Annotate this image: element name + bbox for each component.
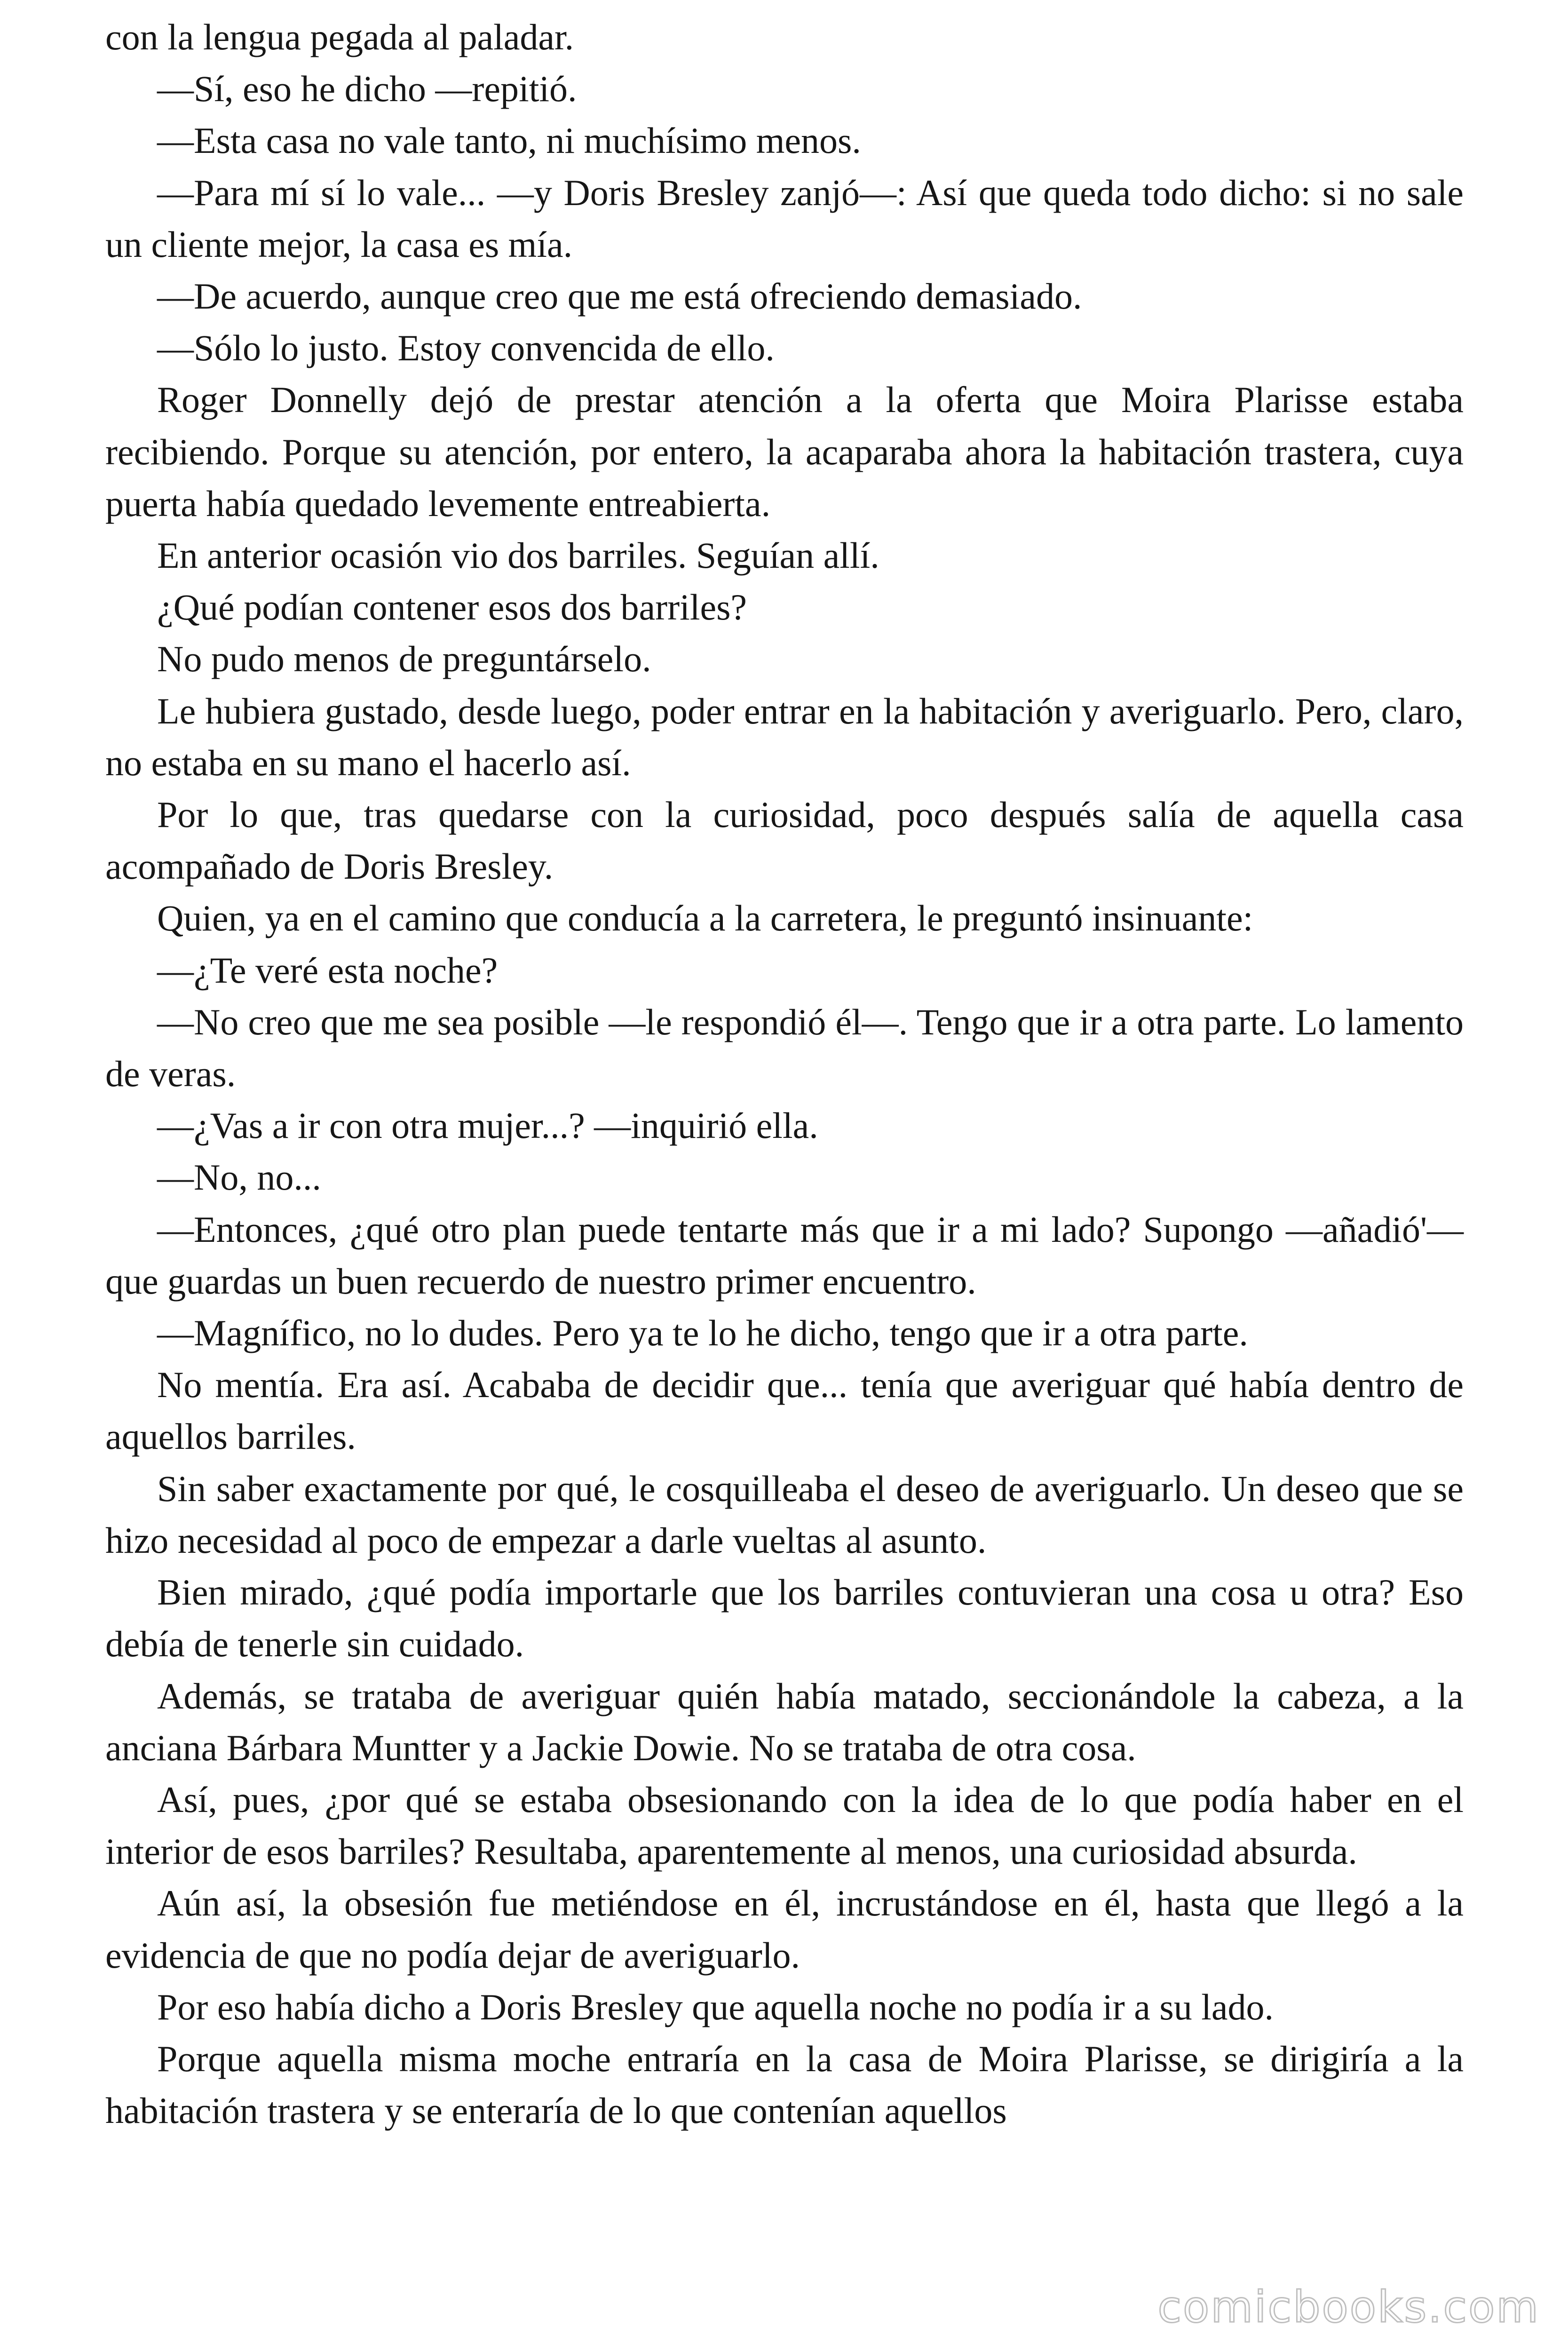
paragraph: —Sí, eso he dicho —repitió. [157,68,577,110]
paragraph: No pudo menos de preguntárselo. [157,638,651,680]
paragraph: Porque aquella misma moche entraría en la casa de Moira Plarisse, se dirigiría a la habitación trastera y se enteraría de lo que contenían aquellos [105,2038,1464,2131]
paragraph: Bien mirado, ¿qué podía importarle que los barriles contuvieran una cosa u otra? Eso debía de tenerle sin cuidado. [105,1572,1464,1665]
paragraph: —¿Te veré esta noche? [157,949,498,991]
paragraph: —¿Vas a ir con otra mujer...? —inquirió ella. [157,1105,818,1146]
paragraph: —Sólo lo justo. Estoy convencida de ello. [157,327,775,369]
paragraph: —No creo que me sea posible —le respondió él—. Tengo que ir a otra parte. Lo lamento de veras. [105,1001,1464,1095]
paragraph: con la lengua pegada al paladar. [105,16,574,57]
paragraph: ¿Qué podían contener esos dos barriles? [157,587,747,628]
watermark: comicbooks.com [1157,2282,1540,2332]
paragraph: En anterior ocasión vio dos barriles. Seguían allí. [157,535,879,576]
paragraph: Sin saber exactamente por qué, le cosquilleaba el deseo de averiguarlo. Un deseo que se hizo necesidad al poco de empezar a darle vueltas al asunto. [105,1468,1464,1561]
paragraph: —Entonces, ¿qué otro plan puede tentarte más que ir a mi lado? Supongo —añadió'— que guardas un buen recuerdo de nuestro primer encuentro. [105,1208,1464,1302]
paragraph: Le hubiera gustado, desde luego, poder entrar en la habitación y averiguarlo. Pero, claro, no estaba en su mano el hacerlo así. [105,690,1464,783]
body-text [105,11,1464,2137]
paragraph: —Esta casa no vale tanto, ni muchísimo menos. [157,120,861,161]
paragraph: —Para mí sí lo vale... —y Doris Bresley zanjó—: Así que queda todo dicho: si no sale un cliente mejor, la casa es mía. [105,172,1464,265]
paragraph: Por lo que, tras quedarse con la curiosidad, poco después salía de aquella casa acompañado de Doris Bresley. [105,794,1464,887]
paragraph: Además, se trataba de averiguar quién había matado, seccionándole la cabeza, a la anciana Bárbara Muntter y a Jackie Dowie. No se trataba de otra cosa. [105,1675,1464,1768]
paragraph: Por eso había dicho a Doris Bresley que aquella noche no podía ir a su lado. [157,1986,1274,2027]
paragraph: —Magnífico, no lo dudes. Pero ya te lo he dicho, tengo que ir a otra parte. [157,1312,1248,1354]
paragraph: Así, pues, ¿por qué se estaba obsesionando con la idea de lo que podía haber en el interior de esos barriles? Resultaba, aparentemente al menos, una curiosidad absurda. [105,1779,1464,1872]
paragraph: —De acuerdo, aunque creo que me está ofreciendo demasiado. [157,276,1082,317]
paragraph: No mentía. Era así. Acababa de decidir que... tenía que averiguar qué había dentro de aquellos barriles. [105,1364,1464,1457]
paragraph: —No, no... [157,1157,321,1198]
paragraph: Quien, ya en el camino que conducía a la carretera, le preguntó insinuante: [157,898,1253,939]
paragraph: Aún así, la obsesión fue metiéndose en él, incrustándose en él, hasta que llegó a la evidencia de que no podía dejar de averiguarlo. [105,1883,1464,1976]
paragraph: Roger Donnelly dejó de prestar atención a la oferta que Moira Plarisse estaba recibiendo. Porque su atención, por entero, la acaparaba ahora la habitación trastera, cuya puerta había quedado levemente entreabierta. [105,379,1464,524]
